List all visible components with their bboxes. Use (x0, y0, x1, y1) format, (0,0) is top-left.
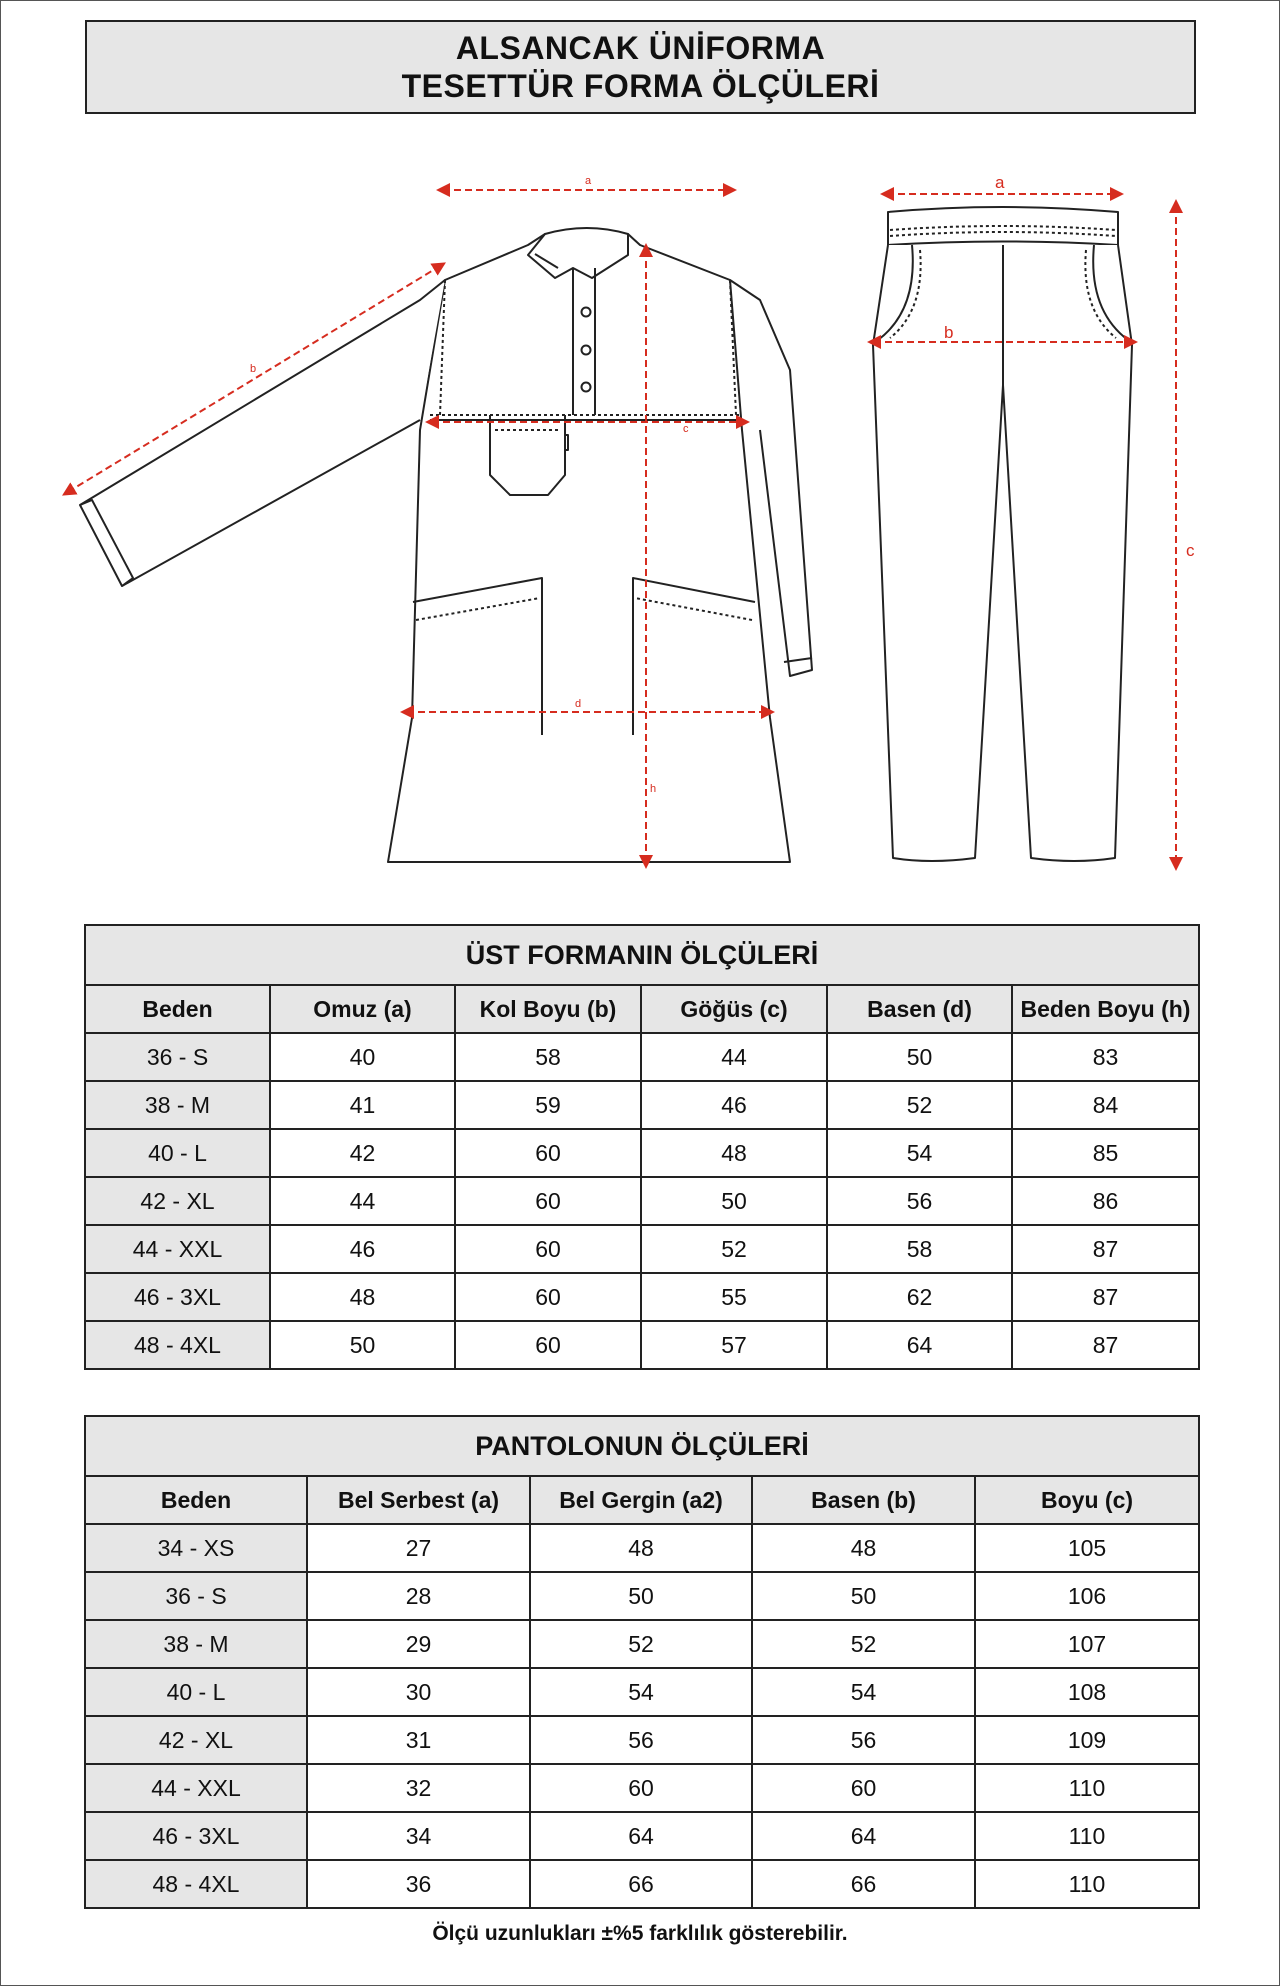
title-line-1: ALSANCAK ÜNİFORMA (455, 30, 826, 66)
title-line-2: TESETTÜR FORMA ÖLÇÜLERİ (401, 68, 880, 104)
table-cell: 60 (752, 1764, 975, 1812)
table-cell: 29 (307, 1620, 530, 1668)
size-cell: 40 - L (85, 1129, 270, 1177)
table-cell: 57 (641, 1321, 827, 1369)
pants-measurements-table (84, 1415, 1200, 1909)
table-cell: 60 (455, 1321, 641, 1369)
table-cell: 50 (530, 1572, 752, 1620)
table-row (85, 1321, 1199, 1369)
table-cell: 40 (270, 1033, 455, 1081)
table-row (85, 1273, 1199, 1321)
column-header: Kol Boyu (b) (455, 985, 641, 1033)
table-cell: 50 (270, 1321, 455, 1369)
column-header: Bel Serbest (a) (307, 1476, 530, 1524)
size-cell: 38 - M (85, 1081, 270, 1129)
column-header: Omuz (a) (270, 985, 455, 1033)
table-cell: 109 (975, 1716, 1199, 1764)
table-cell: 66 (752, 1860, 975, 1908)
label-top-h: h (650, 783, 657, 795)
column-header: Göğüs (c) (641, 985, 827, 1033)
table-cell: 60 (455, 1129, 641, 1177)
table-cell: 110 (975, 1812, 1199, 1860)
table-cell: 105 (975, 1524, 1199, 1572)
size-cell: 46 - 3XL (85, 1812, 307, 1860)
column-header: Basen (d) (827, 985, 1012, 1033)
pants-table-caption: PANTOLONUN ÖLÇÜLERİ (85, 1416, 1199, 1476)
size-cell: 46 - 3XL (85, 1273, 270, 1321)
label-pants-c: c (1186, 541, 1195, 560)
table-cell: 87 (1012, 1321, 1199, 1369)
size-cell: 36 - S (85, 1033, 270, 1081)
garment-diagram (0, 150, 1280, 880)
table-cell: 56 (827, 1177, 1012, 1225)
table-cell: 107 (975, 1620, 1199, 1668)
table-cell: 48 (530, 1524, 752, 1572)
table-cell: 85 (1012, 1129, 1199, 1177)
table-row (85, 1620, 1199, 1668)
table-cell: 32 (307, 1764, 530, 1812)
table-cell: 46 (270, 1225, 455, 1273)
table-row (85, 1225, 1199, 1273)
table-cell: 54 (752, 1668, 975, 1716)
size-cell: 34 - XS (85, 1524, 307, 1572)
size-cell: 42 - XL (85, 1716, 307, 1764)
table-cell: 60 (455, 1225, 641, 1273)
table-row (85, 1177, 1199, 1225)
top-measurements-table (84, 924, 1200, 1370)
table-cell: 34 (307, 1812, 530, 1860)
table-row (85, 1033, 1199, 1081)
table-row (85, 1764, 1199, 1812)
table-row (85, 1812, 1199, 1860)
table-cell: 110 (975, 1860, 1199, 1908)
size-cell: 38 - M (85, 1620, 307, 1668)
table-cell: 87 (1012, 1273, 1199, 1321)
table-cell: 60 (455, 1177, 641, 1225)
column-header: Beden (85, 1476, 307, 1524)
size-cell: 36 - S (85, 1572, 307, 1620)
table-cell: 48 (752, 1524, 975, 1572)
table-cell: 62 (827, 1273, 1012, 1321)
table-cell: 86 (1012, 1177, 1199, 1225)
table-row (85, 1860, 1199, 1908)
table-cell: 64 (530, 1812, 752, 1860)
table-cell: 56 (530, 1716, 752, 1764)
column-header: Boyu (c) (975, 1476, 1199, 1524)
tunic-drawing (80, 228, 812, 862)
table-row (85, 1716, 1199, 1764)
table-cell: 64 (752, 1812, 975, 1860)
table-cell: 55 (641, 1273, 827, 1321)
table-cell: 52 (530, 1620, 752, 1668)
table-cell: 31 (307, 1716, 530, 1764)
pants-table-header-row (85, 1476, 1199, 1524)
table-cell: 41 (270, 1081, 455, 1129)
table-cell: 44 (641, 1033, 827, 1081)
column-header: Beden Boyu (h) (1012, 985, 1199, 1033)
table-cell: 83 (1012, 1033, 1199, 1081)
table-cell: 66 (530, 1860, 752, 1908)
table-cell: 108 (975, 1668, 1199, 1716)
size-cell: 42 - XL (85, 1177, 270, 1225)
table-cell: 110 (975, 1764, 1199, 1812)
table-cell: 60 (455, 1273, 641, 1321)
top-table-header-row (85, 985, 1199, 1033)
size-cell: 44 - XXL (85, 1764, 307, 1812)
label-top-c: c (683, 423, 689, 435)
table-cell: 46 (641, 1081, 827, 1129)
table-cell: 50 (641, 1177, 827, 1225)
table-cell: 50 (752, 1572, 975, 1620)
table-cell: 87 (1012, 1225, 1199, 1273)
table-row (85, 1081, 1199, 1129)
table-cell: 64 (827, 1321, 1012, 1369)
size-cell: 40 - L (85, 1668, 307, 1716)
label-pants-b: b (944, 323, 954, 342)
table-cell: 52 (641, 1225, 827, 1273)
table-cell: 84 (1012, 1081, 1199, 1129)
table-cell: 59 (455, 1081, 641, 1129)
table-cell: 42 (270, 1129, 455, 1177)
table-cell: 28 (307, 1572, 530, 1620)
label-top-b: b (250, 363, 257, 375)
title-box (85, 20, 1196, 114)
size-cell: 44 - XXL (85, 1225, 270, 1273)
table-cell: 48 (641, 1129, 827, 1177)
table-cell: 52 (752, 1620, 975, 1668)
label-top-a: a (585, 175, 592, 187)
column-header: Bel Gergin (a2) (530, 1476, 752, 1524)
top-table-caption: ÜST FORMANIN ÖLÇÜLERİ (85, 925, 1199, 985)
table-row (85, 1572, 1199, 1620)
table-cell: 58 (827, 1225, 1012, 1273)
table-cell: 27 (307, 1524, 530, 1572)
table-cell: 54 (530, 1668, 752, 1716)
column-header: Basen (b) (752, 1476, 975, 1524)
table-cell: 52 (827, 1081, 1012, 1129)
table-cell: 30 (307, 1668, 530, 1716)
trousers-drawing (873, 207, 1132, 861)
table-cell: 48 (270, 1273, 455, 1321)
table-cell: 56 (752, 1716, 975, 1764)
size-cell: 48 - 4XL (85, 1860, 307, 1908)
table-row (85, 1129, 1199, 1177)
table-cell: 60 (530, 1764, 752, 1812)
size-cell: 48 - 4XL (85, 1321, 270, 1369)
label-pants-a: a (995, 173, 1005, 192)
table-row (85, 1524, 1199, 1572)
footnote: Ölçü uzunlukları ±%5 farklılık gösterebilir. (432, 1922, 848, 1945)
table-cell: 58 (455, 1033, 641, 1081)
table-cell: 54 (827, 1129, 1012, 1177)
column-header: Beden (85, 985, 270, 1033)
table-cell: 50 (827, 1033, 1012, 1081)
label-top-d: d (575, 698, 582, 710)
table-cell: 44 (270, 1177, 455, 1225)
table-row (85, 1668, 1199, 1716)
table-cell: 36 (307, 1860, 530, 1908)
table-cell: 106 (975, 1572, 1199, 1620)
